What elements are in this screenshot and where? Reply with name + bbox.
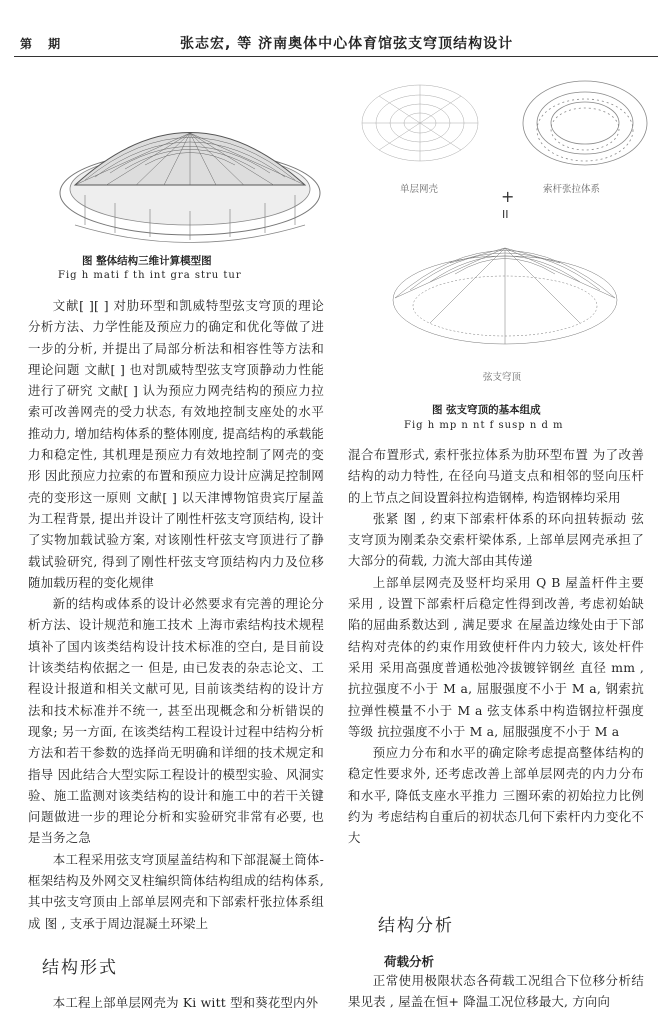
equals-sign: II <box>502 208 509 221</box>
label-suspended-dome: 弦支穹顶 <box>483 372 522 383</box>
paragraph: 本工程采用弦支穹顶屋盖结构和下部混凝土筒体- 框架结构及外网交叉柱编织筒体结构组成的结构体系, 其中弦支穹顶由上部单层网壳和下部索杆张拉体系组成 图 , 支承于周边混凝土环梁上 <box>28 851 324 931</box>
paragraph: 文献[ ][ ] 对肋环型和凯威特型弦支穹顶的理论分析方法、力学性能及预应力的确定和优化等做了进一步的分析, 并提出了局部分析法和相容性等方法和理论问题 文献[ ] 也对凯威特型弦支穹顶静动力性能进行了研究 文献[ ] 认为预应力网壳结构的预应力拉索可改善网壳的受力状态, 有效地控制支座处的水平推动力, 增加结构体系的整体刚度, 提高结构的承载能力和稳定性, 其机理是预应力有效地控制了网壳的变形 因此预应力拉索的布置和预应力设计应满足控制网壳的变形这一原则 文献[ ] 以天津博物馆贵宾厅屋盖为工程背景, 提出并设计了刚性杆弦支穹顶结构, 设计了实物加载试验方案, 对该刚性杆弦支穹顶进行了静载试验研究, 得到了刚性杆弦支穹顶结构内力及位移随加载历程的变化规律 <box>28 298 324 590</box>
left-column-text <box>28 295 324 934</box>
section-heading-structure-form: 结构形式 <box>42 958 118 978</box>
section-heading-analysis: 结构分析 <box>378 916 454 936</box>
suspended-dome-sketch <box>393 248 617 344</box>
figure-components <box>355 68 655 400</box>
paragraph: 预应力分布和水平的确定除考虑提高整体结构的稳定性要求外, 还考虑改善上部单层网壳的内力分布和水平, 降低支座水平推力 三圈环索的初始拉力比例约为 考虑结构自重后的初状态几何下索杆内力变化不大 <box>348 745 644 846</box>
paragraph: 新的结构或体系的设计必然要求有完善的理论分析方法、设计规范和施工技术 上海市索结构技术规程 填补了国内该类结构设计技术标准的空白, 是目前设计该类结构依据之一 但是, 由已发表的杂志论文、工程设计报道和相关文献可见, 目前该类结构的设计方法和技术标准并不统一, 甚至出现概念和分析错误的现象; 另一方面, 在该类结构工程设计过程中结构分析方法和若干参数的选择尚无明确和详细的技术规定和指导 因此结合大型实际工程设计的模型实验、风洞实验、施工监测对该类结构的设计和施工中的若干关键问题做进一步的理论分析和实验研究非常有必要, 也是当务之急 <box>28 596 324 846</box>
paragraph: 正常使用极限状态各荷载工况组合下位移分析结果见表 , 屋盖在恒+ 降温工况位移最大, 方向向 <box>348 973 644 1010</box>
label-cable-strut-system: 索杆张拉体系 <box>543 184 601 195</box>
figure1-caption-en: Fig h mati f th int gra stru tur <box>58 270 242 281</box>
cable-strut-sketch <box>523 81 647 165</box>
paragraph: 张紧 图 , 约束下部索杆体系的环向扭转振动 弦支穹顶为刚柔杂交索杆梁体系, 上部单层网壳承担了大部分的荷载, 力流大部由其传递 <box>348 510 644 569</box>
label-single-layer-shell: 单层网壳 <box>400 184 439 195</box>
header-rule <box>14 56 658 57</box>
single-layer-shell-sketch <box>362 85 478 161</box>
figure2-caption-en: Fig h mp n nt f susp n d m <box>404 420 564 431</box>
subheading-load-analysis: 荷载分析 <box>384 954 435 969</box>
right-column-tail <box>348 970 644 1013</box>
figure2-caption-cn: 图 弦支穹顶的基本组成 <box>432 404 541 416</box>
components-drawing <box>355 68 655 400</box>
left-column-tail <box>28 992 324 1013</box>
paragraph: 本工程上部单层网壳为 Ki witt 型和葵花型内外 <box>52 995 319 1010</box>
dome-model-drawing <box>55 85 325 250</box>
issue-label: 第 期 <box>20 37 67 51</box>
running-title: 张志宏, 等 济南奥体中心体育馆弦支穹顶结构设计 <box>180 36 514 52</box>
plus-sign: + <box>501 187 515 206</box>
figure1-caption-cn: 图 整体结构三维计算模型图 <box>82 255 212 267</box>
paragraph: 上部单层网壳及竖杆均采用 Q B 屋盖杆件主要采用 , 设置下部索杆后稳定性得到改善, 考虑初始缺陷的屈曲系数达到 , 满足要求 在屋盖边缘处由于下部结构对壳体的约束作用致使杆件内力较大, 该处杆件采用 采用高强度普通松弛冷拔镀锌钢丝 直径 mm , 抗拉强度不小于 M a, 屈服强度不小于 M a, 钢索抗拉弹性模量不小于 M a 弦支体系中构造钢拉杆强度等级 抗拉强度不小于 M a, 屈服强度不小于 M a <box>348 574 644 739</box>
right-column-text <box>348 444 644 849</box>
figure-3d-model <box>55 85 325 250</box>
paragraph: 混合布置形式, 索杆张拉体系为肋环型布置 为了改善结构的动力特性, 在径向马道支点和相邻的竖向压杆的上节点之间设置斜拉构造钢棒, 构造钢棒均采用 <box>348 447 644 505</box>
